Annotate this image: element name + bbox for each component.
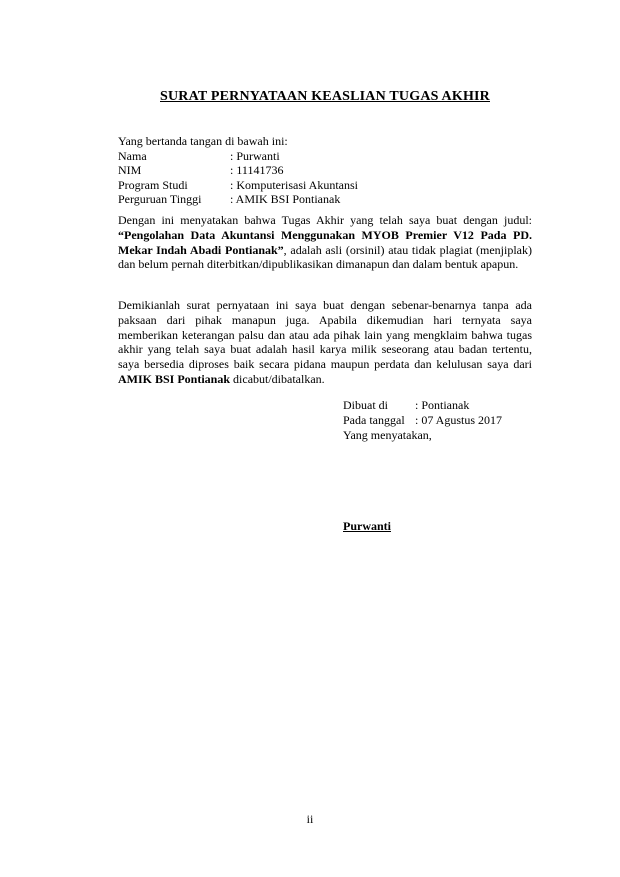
identity-label: Nama — [118, 148, 147, 163]
identity-row-name — [118, 149, 358, 164]
declaration-paragraph — [118, 298, 532, 387]
identity-value: : Purwanti — [230, 148, 280, 163]
date-value: : 07 Agustus 2017 — [415, 412, 503, 427]
signature-place-row — [343, 398, 502, 413]
statement-rest: , adalah asli (orsinil) atau tidak plagiat (menjiplak) dan belum pernah diterbitkan/dipublikasikan dimanapun dan dalam bentuk apapun. — [118, 242, 532, 272]
institution-name: AMIK BSI Pontianak — [118, 371, 231, 386]
signature-block — [343, 398, 502, 442]
document-title: SURAT PERNYATAAN KEASLIAN TUGAS AKHIR — [160, 89, 490, 104]
place-value: : Pontianak — [415, 398, 470, 412]
signature-closing: Yang menyatakan, — [343, 427, 432, 442]
identity-value: : AMIK BSI Pontianak — [230, 192, 341, 207]
identity-label: NIM — [118, 163, 142, 178]
identity-value: : Komputerisasi Akuntansi — [230, 177, 358, 192]
page-number: ii — [306, 812, 314, 826]
place-label: Dibuat di — [343, 398, 388, 412]
identity-row-nim — [118, 163, 358, 178]
identity-label: Program Studi — [118, 177, 188, 192]
statement-paragraph — [118, 213, 532, 272]
identity-row-institution — [118, 192, 358, 207]
intro-text: Yang bertanda tangan di bawah ini: — [118, 134, 288, 148]
signer-name: Purwanti — [343, 519, 391, 533]
identity-table — [118, 149, 358, 207]
identity-row-program — [118, 178, 358, 193]
declaration-text: Demikianlah surat pernyataan ini saya buat dengan sebenar-benarnya tanpa ada paksaan dari pihak manapun juga. Apabila dikemudian hari ternyata saya memberikan keterangan palsu dan atau ada pihak lain yang mengklaim bahwa tugas akhir yang telah saya buat adalah hasil karya milik seseorang atau badan tertentu, saya bersedia diproses baik secara pidana maupun perdata dan kelulusan saya dari — [118, 298, 532, 372]
identity-value: : 11141736 — [230, 163, 284, 178]
identity-label: Perguruan Tinggi — [118, 192, 202, 207]
declaration-ending: dicabut/dibatalkan. — [233, 371, 325, 386]
signature-date-row — [343, 413, 502, 428]
date-label: Pada tanggal — [343, 412, 405, 427]
statement-lead: Dengan ini menyatakan bahwa Tugas Akhir yang telah saya buat dengan judul: — [118, 213, 532, 227]
thesis-title: “Pengolahan Data Akuntansi Menggunakan MYOB Premier V12 Pada PD. Mekar Indah Abadi Pontianak” — [118, 227, 532, 257]
